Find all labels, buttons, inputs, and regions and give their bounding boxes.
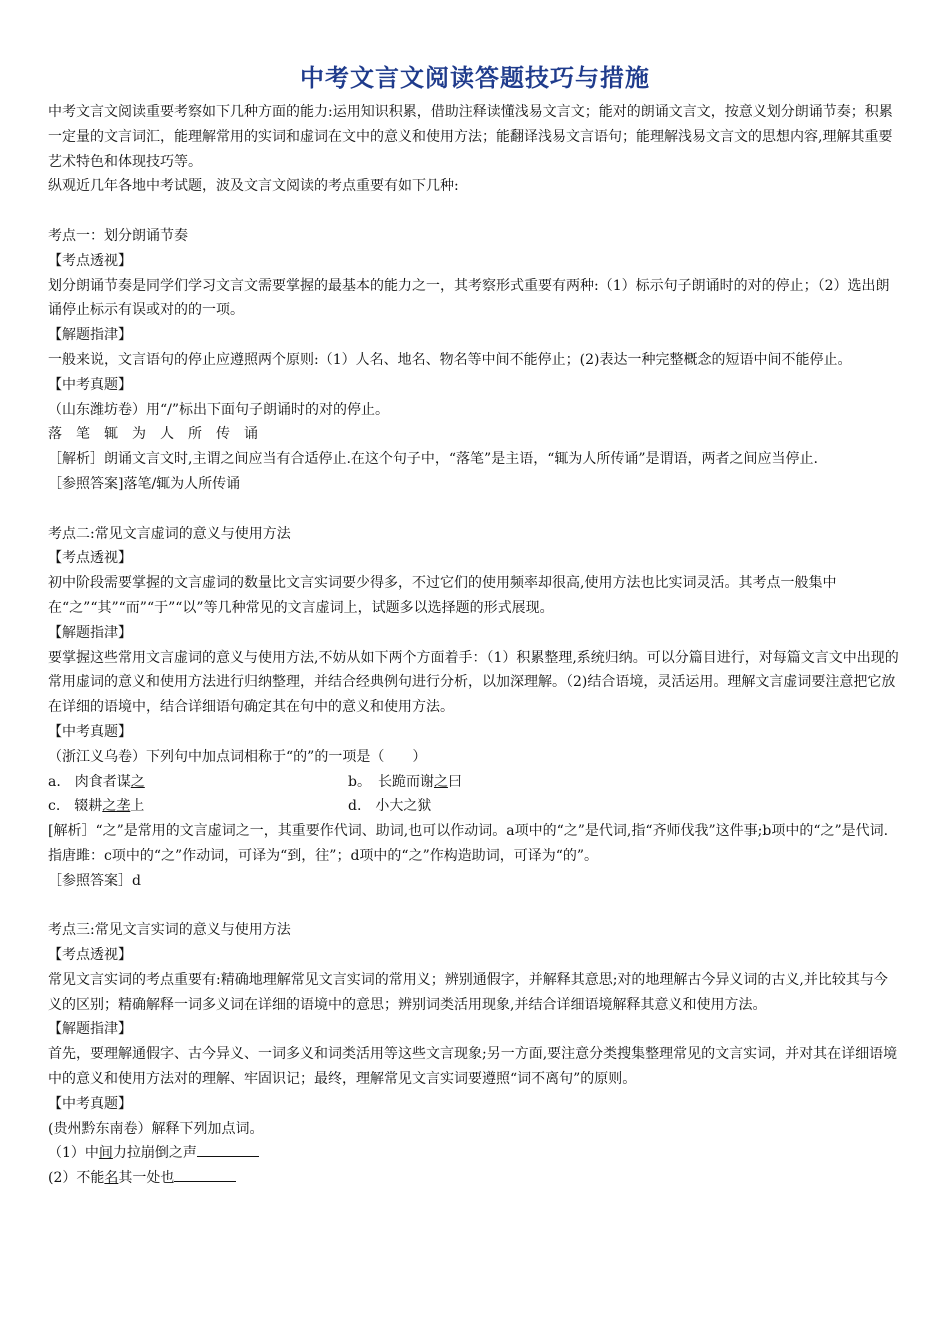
intro-paragraph: 纵观近几年各地中考试题，波及文言文阅读的考点重要有如下几种: — [48, 178, 459, 195]
exam-question: （山东潍坊卷）用“/”标出下面句子朗诵时的对的停止。 — [48, 401, 390, 418]
option-d: d. 小大之狱 — [348, 798, 432, 815]
section-heading: 考点二:常见文言虚词的意义与使用方法 — [48, 525, 291, 542]
section-paragraph: 初中阶段需要掌握的文言虚词的数量比文言实词要少得多，不过它们的使用频率却很高,使用方法也比实词灵活。其考点一般集中在“之”“其”“而”“于”“以”等几种常见的文言虚词上，试题多以选择题的形式展现。 — [48, 575, 837, 616]
section-paragraph: 常见文言实词的考点重要有:精确地理解常见文言实词的常用义；辨别通假字，并解释其意思;对的地理解古今异义词的古义,并比较其与今义的区别；精确解释一词多义词在详细的语境中的意思；辨别词类活用现象,并结合详细语境解释其意义和使用方法。 — [48, 971, 888, 1013]
option-a: a. 肉食者谋之 — [48, 773, 145, 790]
section-tag: 【解题指津】 — [48, 1021, 132, 1038]
document-body — [48, 100, 900, 1191]
section-tag: 【考点透视】 — [48, 947, 132, 964]
section-tag: 【中考真题】 — [48, 723, 132, 740]
section-heading: 考点三:常见文言实词的意义与使用方法 — [48, 922, 291, 939]
analysis: ［解析］朗诵文言文时,主谓之间应当有合适停止.在这个句子中，“落笔”是主语，“辄为人所传诵”是谓语，两者之间应当停止. — [48, 451, 818, 468]
section-tag: 【解题指津】 — [48, 624, 132, 641]
intro-paragraph: 中考文言文阅读重要考察如下几种方面的能力:运用知识积累，借助注释读懂浅易文言文；能对的朗诵文言文，按意义划分朗诵节奏；积累一定量的文言词汇，能理解常用的实词和虚词在文中的意义和使用方法；能翻译浅易文言语句；能理解浅易文言文的思想内容,理解其重要艺术特色和体现技巧等。 — [48, 104, 893, 170]
section-tag: 【考点透视】 — [48, 550, 132, 567]
reference-answer: ［参照答案]落笔/辄为人所传诵 — [48, 475, 241, 492]
options-row — [48, 794, 900, 819]
answer-blank[interactable] — [174, 1167, 236, 1182]
section-paragraph: 首先，要理解通假字、古今异义、一词多义和词类活用等这些文言现象;另一方面,要注意分类搜集整理常见的文言实词，并对其在详细语境中的意义和使用方法对的理解、牢固识记；最终，理解常见文言实词要遵照“词不离句”的原则。 — [48, 1046, 898, 1088]
option-b: b。 长跪而谢之曰 — [348, 773, 462, 790]
exam-sentence: 落笔辄为人所传诵 — [48, 426, 272, 443]
section-tag: 【中考真题】 — [48, 376, 132, 393]
exam-question: (贵州黔东南卷）解释下列加点词。 — [48, 1120, 264, 1137]
section-paragraph: 要掌握这些常用文言虚词的意义与使用方法,不妨从如下两个方面着手：（1）积累整理,系统归纳。可以分篇目进行，对每篇文言文中出现的常用虚词的意义和使用方法进行归纳整理，并结合经典例句进行分析，以加深理解。（2)结合语境，灵活运用。理解文言虚词要注意把它放在详细的语境中，结合详细语句确定其在句中的意义和使用方法。 — [48, 649, 899, 716]
exercise-item: （1）中间力拉崩倒之声 — [48, 1141, 900, 1166]
section-heading: 考点一：划分朗诵节奏 — [48, 227, 188, 244]
section-paragraph: 划分朗诵节奏是同学们学习文言文需要掌握的最基本的能力之一，其考察形式重要有两种:（1）标示句子朗诵时的对的停止；（2）选出朗诵停止标示有误或对的的一项。 — [48, 277, 890, 319]
exercise-item: (2）不能名其一处也 — [48, 1166, 900, 1191]
exam-question: （浙江义乌卷）下列句中加点词相称于“的”的一项是（ ） — [48, 748, 427, 765]
answer-blank[interactable] — [197, 1142, 259, 1157]
section-tag: 【中考真题】 — [48, 1095, 132, 1112]
section-tag: 【解题指津】 — [48, 327, 132, 344]
section-paragraph: 一般来说，文言语句的停止应遵照两个原则:（1）人名、地名、物名等中间不能停止；(2)表达一种完整概念的短语中间不能停止。 — [48, 351, 852, 368]
section-tag: 【考点透视】 — [48, 252, 132, 269]
option-c: c. 辍耕之垄上 — [48, 798, 145, 815]
document-title: 中考文言文阅读答题技巧与措施 — [300, 64, 650, 92]
analysis: [解析］“之”是常用的文言虚词之一，其重要作代词、助词,也可以作动词。a项中的“之”是代词,指“齐师伐我”这件事;b项中的“之”是代词.指唐雎：c项中的“之”作动词，可译为“到，往”；d项中的“之”作构造助词，可译为“的”。 — [48, 823, 889, 864]
options-row — [48, 770, 900, 795]
reference-answer: ［参照答案］d — [48, 872, 141, 889]
